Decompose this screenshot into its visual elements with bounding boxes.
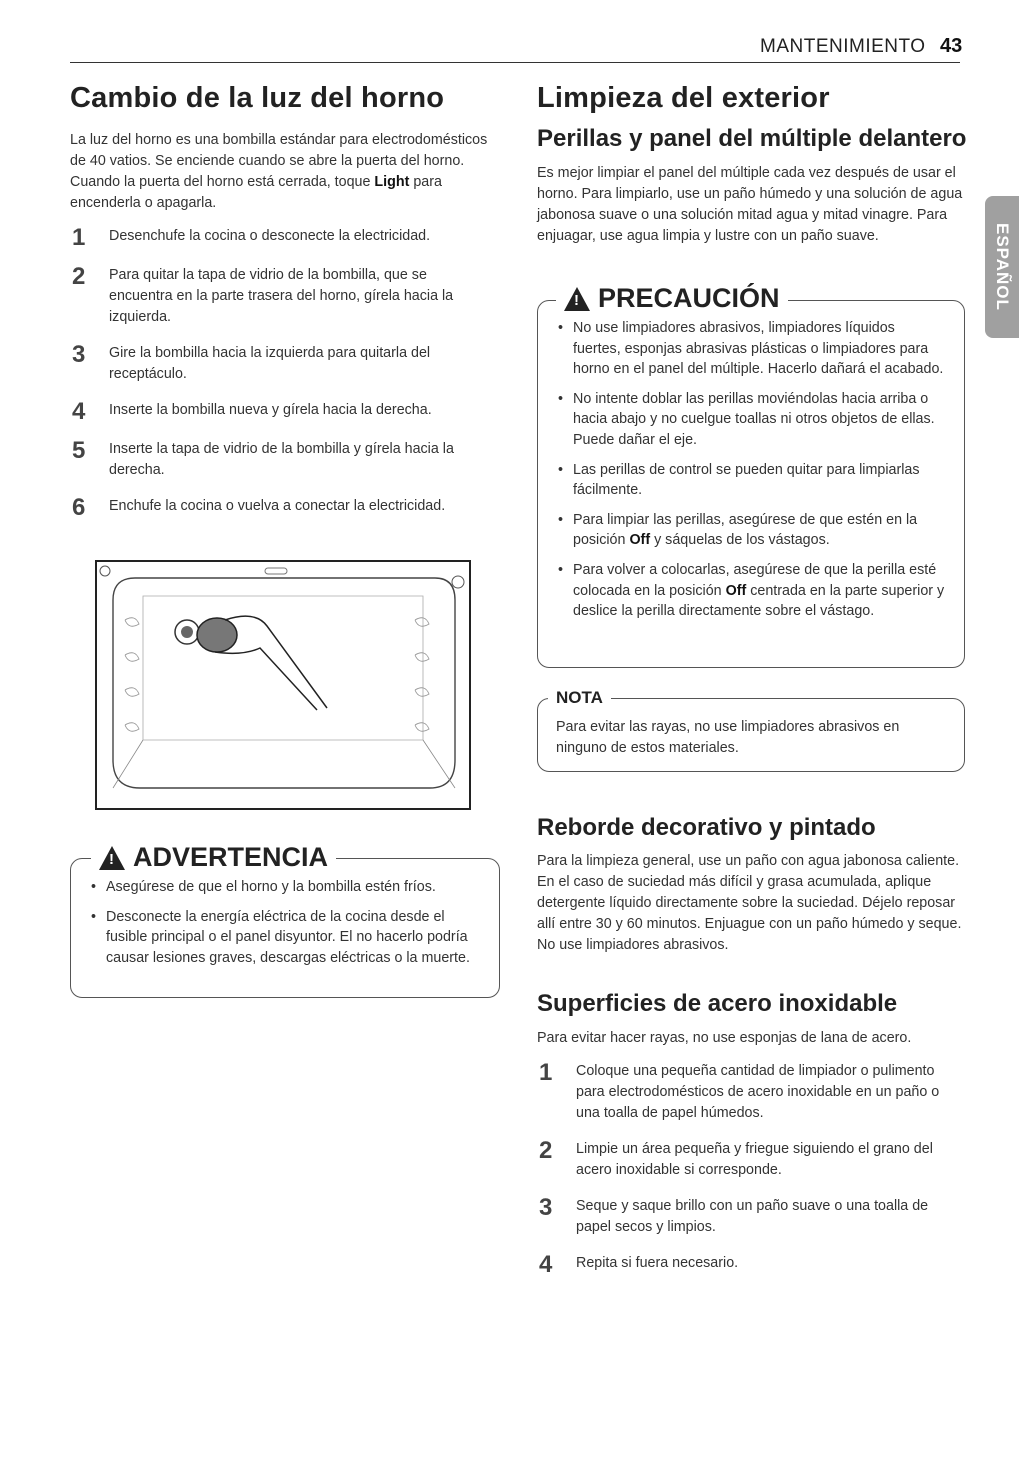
- section-title: MANTENIMIENTO: [760, 36, 926, 57]
- caution-item: [556, 510, 946, 551]
- language-tab: [985, 196, 1019, 338]
- caution-title: [556, 283, 788, 314]
- right-column: [537, 80, 967, 247]
- step-number: 3: [72, 341, 86, 368]
- step-number: 1: [539, 1059, 553, 1086]
- caution-item-text: Para limpiar las perillas, asegúrese de que estén en la posición: [573, 511, 918, 549]
- note-title: [548, 688, 611, 708]
- oven-light-intro: [70, 130, 490, 214]
- steel-steps: [537, 1061, 967, 1277]
- step-text: Seque y saque brillo con un paño suave o una toalla de papel secos y limpios.: [576, 1198, 929, 1235]
- steel-intro: Para evitar hacer rayas, no use esponjas de lana de acero.: [537, 1030, 912, 1046]
- step-item: [537, 1139, 967, 1181]
- steel-title: Superficies de acero inoxidable: [537, 990, 898, 1017]
- step-number: 4: [539, 1251, 553, 1278]
- caution-item-bold: Off: [629, 532, 651, 549]
- step-item: [70, 400, 490, 424]
- caution-item: • Las perillas de control se pueden quitar para limpiarlas fácilmente.: [556, 460, 946, 501]
- caution-list: [556, 318, 946, 622]
- step-item: [70, 265, 490, 328]
- caution-box: [537, 283, 965, 668]
- caution-title-text: PRECAUCIÓN: [598, 283, 780, 313]
- note-text: Para evitar las rayas, no use limpiadores abrasivos en ninguno de estos materiales.: [556, 719, 900, 756]
- caution-item-bold: Off: [725, 582, 747, 599]
- steel-section: [537, 990, 967, 1292]
- warning-list: [89, 877, 481, 968]
- intro-text-1: La luz del horno es una bombilla estándar para electrodomésticos de 40 vatios. Se enciende cuando se abre la puerta del horno. Cuando la puerta del horno está cerrada, toque: [70, 132, 488, 190]
- warning-box: [70, 842, 500, 998]
- step-item: [537, 1061, 967, 1124]
- step-item: [70, 496, 490, 520]
- caution-item: • No intente doblar las perillas moviéndolas hacia arriba o hacia abajo y no cuelgue toallas ni otros objetos de ellas. Puede dañar el eje.: [556, 389, 946, 451]
- step-item: [537, 1253, 967, 1277]
- left-column: [70, 80, 490, 535]
- caution-icon: [564, 287, 590, 311]
- language-tab-label: ESPAÑOL: [993, 223, 1012, 311]
- step-number: 4: [72, 398, 86, 425]
- exterior-cleaning-title: Limpieza del exterior: [537, 82, 830, 114]
- step-number: 6: [72, 494, 86, 521]
- trim-text: Para la limpieza general, use un paño con agua jabonosa caliente. En el caso de suciedad más difícil y grasa acumulada, aplique detergente líquido directamente sobre la suciedad. Déjelo reposar allí entre 30 y 60 minutos. Enjuague con un paño húmedo y seque. No use limpiadores abrasivos.: [537, 853, 962, 953]
- caution-item-text: Para volver a colocarlas, asegúrese de que la perilla esté colocada en la posición: [573, 561, 937, 599]
- step-text: Inserte la tapa de vidrio de la bombilla y gírela hacia la derecha.: [109, 441, 454, 478]
- step-text: Repita si fuera necesario.: [576, 1255, 739, 1271]
- caution-item-text: y sáquelas de los vástagos.: [650, 532, 830, 549]
- note-box: [537, 688, 965, 772]
- warning-title: [91, 842, 336, 873]
- oven-light-title: Cambio de la luz del horno: [70, 82, 445, 114]
- knobs-panel-title: Perillas y panel del múltiple delantero: [537, 125, 967, 152]
- page-number: 43: [940, 35, 963, 57]
- note-title-text: NOTA: [556, 688, 603, 707]
- caution-item: • No use limpiadores abrasivos, limpiadores líquidos fuertes, esponjas abrasivas plásticas o limpiadores para horno en el panel del múltiple. Hacerlo dañará el acabado.: [556, 318, 946, 380]
- intro-bold-light: Light: [374, 174, 410, 190]
- step-item: [537, 1196, 967, 1238]
- step-number: 2: [72, 263, 86, 290]
- warning-title-text: ADVERTENCIA: [133, 842, 329, 872]
- oven-light-steps: [70, 226, 490, 520]
- step-item: [70, 226, 490, 250]
- knobs-panel-text: Es mejor limpiar el panel del múltiple cada vez después de usar el horno. Para limpiarlo, use un paño húmedo y una solución de agua jabonosa suave o una solución mitad agua y mitad vinagre. Para enjuagar, use agua limpia y lustre con un paño suave.: [537, 165, 963, 244]
- trim-section: [537, 814, 962, 956]
- step-number: 5: [72, 437, 86, 464]
- header-divider: [70, 62, 960, 63]
- step-text: Limpie un área pequeña y friegue siguiendo el grano del acero inoxidable si corresponde.: [576, 1141, 933, 1178]
- oven-light-illustration: [95, 560, 471, 810]
- step-text: Coloque una pequeña cantidad de limpiador o pulimento para electrodomésticos de acero inoxidable en un paño o una toalla de papel húmedos.: [576, 1063, 940, 1121]
- step-text: Enchufe la cocina o vuelva a conectar la electricidad.: [109, 498, 446, 514]
- step-item: [70, 439, 490, 481]
- caution-item-text: centrada en la parte superior y deslice la perilla directamente sobre el vástago.: [573, 582, 945, 620]
- warning-icon: [99, 846, 125, 870]
- caution-item: [556, 560, 946, 622]
- step-text: Inserte la bombilla nueva y gírela hacia la derecha.: [109, 402, 432, 418]
- step-number: 2: [539, 1137, 553, 1164]
- step-text: Desenchufe la cocina o desconecte la electricidad.: [109, 228, 431, 244]
- warning-item: • Asegúrese de que el horno y la bombilla estén fríos.: [89, 877, 481, 898]
- step-number: 3: [539, 1194, 553, 1221]
- step-item: [70, 343, 490, 385]
- step-text: Para quitar la tapa de vidrio de la bombilla, que se encuentra en la parte trasera del horno, gírela hacia la izquierda.: [109, 267, 454, 325]
- step-text: Gire la bombilla hacia la izquierda para quitarla del receptáculo.: [109, 345, 431, 382]
- warning-item: • Desconecte la energía eléctrica de la cocina desde el fusible principal o el panel disyuntor. El no hacerlo podría causar lesiones graves, descargas eléctricas o la muerte.: [89, 907, 481, 969]
- intro-text-2: para encenderla o apagarla.: [70, 174, 442, 211]
- trim-title: Reborde decorativo y pintado: [537, 814, 876, 841]
- step-number: 1: [72, 224, 86, 251]
